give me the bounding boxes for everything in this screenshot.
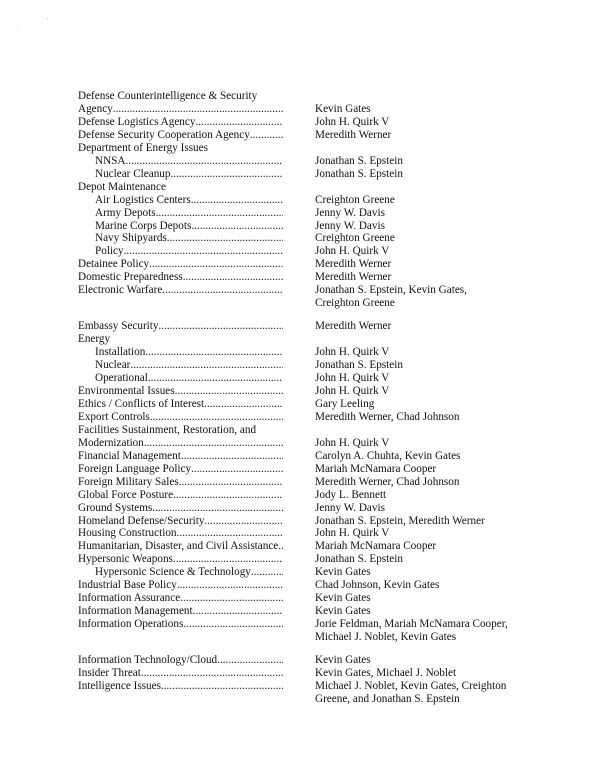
subject-topic-text: Housing Construction: [78, 527, 177, 540]
subject-topic-text: Hypersonic Weapons: [78, 553, 173, 566]
subject-topic: [78, 245, 283, 258]
staff-names: [315, 220, 595, 233]
staff-names: [315, 232, 595, 245]
staff-names: [315, 129, 595, 142]
staff-name-text: John H. Quirk V: [315, 384, 390, 397]
subject-row: [78, 320, 598, 333]
subject-row: [78, 90, 598, 103]
subject-topic: [78, 207, 283, 220]
subject-topic-text: NNSA: [95, 154, 126, 167]
subject-topic: [78, 168, 283, 181]
scan-speck: ': [47, 18, 49, 24]
subject-row: [78, 207, 598, 220]
subject-topic: [78, 680, 283, 693]
subject-row: [78, 605, 598, 618]
staff-names: [315, 258, 595, 271]
subject-row: [78, 527, 598, 540]
subject-topic: [78, 90, 283, 103]
subject-topic-text: Industrial Base Policy: [78, 579, 177, 592]
subject-topic-text: Information Management: [78, 605, 193, 618]
subject-row: [78, 553, 598, 566]
subject-topic-text: Agency: [78, 102, 113, 115]
subject-row: [78, 579, 598, 592]
staff-names: [315, 207, 595, 220]
subject-row: [78, 271, 598, 284]
staff-names: [315, 618, 595, 631]
subject-topic-text: Depot Maintenance: [78, 180, 166, 193]
subject-topic-text: Environmental Issues: [78, 384, 175, 397]
staff-name-text: Michael J. Noblet, Kevin Gates: [315, 631, 457, 644]
subject-row: [78, 372, 598, 385]
staff-names: [315, 654, 595, 667]
subject-topic: [78, 320, 283, 333]
staff-name-text: Jonathan S. Epstein: [315, 154, 403, 167]
subject-row: [78, 411, 598, 424]
staff-name-text: Jonathan S. Epstein, Meredith Werner: [315, 514, 485, 527]
subject-topic: [78, 579, 283, 592]
subject-topic-text: Ground Systems: [78, 501, 153, 514]
staff-name-text: Jonathan S. Epstein: [315, 553, 403, 566]
staff-name-text: Greene, and Jonathan S. Epstein: [315, 692, 460, 705]
subject-topic-text: Export Controls: [78, 410, 150, 423]
staff-name-text: John H. Quirk V: [315, 245, 390, 258]
subject-row: [78, 346, 598, 359]
staff-names: [315, 385, 595, 398]
subject-topic-text: Navy Shipyards: [95, 232, 167, 245]
staff-names: [315, 631, 595, 644]
subject-topic-text: Modernization: [78, 436, 144, 449]
subject-topic: [78, 540, 283, 553]
subject-topic: [78, 194, 283, 207]
staff-name-text: Jenny W. Davis: [315, 501, 385, 514]
subject-topic: [78, 605, 283, 618]
staff-names: [315, 333, 595, 346]
subject-topic-text: Nuclear Cleanup: [95, 167, 171, 180]
subject-topic-text: Electronic Warfare: [78, 284, 163, 297]
subject-row: [78, 220, 598, 233]
staff-name-text: John H. Quirk V: [315, 372, 390, 385]
subject-topic-text: Information Operations: [78, 618, 184, 631]
staff-names: [315, 579, 595, 592]
subject-topic-text: Detainee Policy: [78, 258, 150, 271]
subject-row: [78, 424, 598, 437]
subject-topic: [78, 489, 283, 502]
staff-names: [315, 346, 595, 359]
subject-topic: [78, 271, 283, 284]
subject-topic: [78, 502, 283, 515]
staff-names: [315, 194, 595, 207]
subject-row: [78, 398, 598, 411]
subject-topic-text: Policy: [95, 245, 124, 258]
subject-topic: [78, 667, 283, 680]
subject-row: [78, 680, 598, 693]
scan-speck: ·: [16, 24, 18, 30]
staff-names: [315, 116, 595, 129]
subject-topic: [78, 129, 283, 142]
subject-row: [78, 654, 598, 667]
subject-topic: [78, 220, 283, 233]
subject-row: [78, 181, 598, 194]
subject-topic-text: Information Technology/Cloud: [78, 654, 218, 667]
subject-topic: [78, 359, 283, 372]
subject-row: [78, 667, 598, 680]
subject-topic-text: Facilities Sustainment, Restoration, and: [78, 423, 257, 436]
subject-row: [78, 502, 598, 515]
staff-name-text: John H. Quirk V: [315, 436, 390, 449]
subject-topic: [78, 618, 283, 631]
staff-name-text: Jonathan S. Epstein: [315, 167, 403, 180]
subject-topic-text: Installation: [95, 346, 146, 359]
staff-name-text: Kevin Gates: [315, 592, 371, 605]
subject-row: [78, 463, 598, 476]
subject-topic-text: Intelligence Issues: [78, 679, 161, 692]
subject-topic: [78, 553, 283, 566]
subject-topic-text: Homeland Defense/Security: [78, 514, 205, 527]
staff-name-text: Jorie Feldman, Mariah McNamara Cooper,: [315, 618, 508, 631]
staff-names: [315, 693, 595, 706]
subject-row: [78, 566, 598, 579]
subject-topic: [78, 385, 283, 398]
subject-row: [78, 168, 598, 181]
staff-names: [315, 424, 595, 437]
subject-topic: [78, 333, 283, 346]
staff-names: [315, 155, 595, 168]
subject-topic: [78, 411, 283, 424]
staff-name-text: Kevin Gates: [315, 102, 371, 115]
staff-names: [315, 271, 595, 284]
subject-topic: [78, 515, 283, 528]
staff-names: [315, 450, 595, 463]
subject-assignment-list: [78, 90, 598, 706]
staff-name-text: Mariah McNamara Cooper: [315, 462, 437, 475]
subject-row: [78, 245, 598, 258]
staff-names: [315, 103, 595, 116]
subject-topic: [78, 437, 283, 450]
subject-row: [78, 540, 598, 553]
subject-row: [78, 515, 598, 528]
staff-name-text: Jody L. Bennett: [315, 488, 387, 501]
subject-topic-text: Air Logistics Centers: [95, 193, 191, 206]
staff-names: [315, 463, 595, 476]
staff-name-text: Gary Leeling: [315, 397, 375, 410]
staff-names: [315, 90, 595, 103]
subject-topic: [78, 654, 283, 667]
staff-name-text: Mariah McNamara Cooper: [315, 540, 437, 553]
staff-names: [315, 284, 595, 297]
staff-name-text: John H. Quirk V: [315, 115, 390, 128]
staff-names: [315, 320, 595, 333]
subject-row: [78, 693, 598, 706]
staff-name-text: Jonathan S. Epstein: [315, 359, 403, 372]
staff-name-text: Kevin Gates: [315, 654, 371, 667]
subject-topic: [78, 116, 283, 129]
staff-names: [315, 142, 595, 155]
subject-topic-text: Ethics / Conflicts of Interest: [78, 397, 205, 410]
staff-names: [315, 437, 595, 450]
subject-topic: [78, 450, 283, 463]
subject-topic: [78, 142, 283, 155]
subject-topic: [78, 476, 283, 489]
subject-topic: [78, 103, 283, 116]
subject-topic: [78, 424, 283, 437]
subject-row: [78, 194, 598, 207]
subject-topic-text: Humanitarian, Disaster, and Civil Assistance: [78, 540, 279, 553]
subject-row: [78, 297, 598, 310]
staff-name-text: Meredith Werner: [315, 271, 392, 284]
subject-topic-text: Embassy Security: [78, 320, 159, 333]
subject-topic-text: Defense Security Cooperation Agency: [78, 128, 250, 141]
staff-name-text: Meredith Werner: [315, 320, 392, 333]
row-gap: [78, 310, 598, 320]
staff-names: [315, 605, 595, 618]
staff-name-text: Jenny W. Davis: [315, 219, 385, 232]
subject-topic-text: Energy: [78, 333, 111, 346]
subject-row: [78, 333, 598, 346]
subject-topic: [78, 297, 283, 310]
staff-names: [315, 566, 595, 579]
subject-topic-text: Domestic Preparedness: [78, 271, 183, 284]
staff-names: [315, 489, 595, 502]
subject-topic: [78, 693, 283, 706]
subject-topic-text: Nuclear: [95, 359, 131, 372]
subject-row: [78, 618, 598, 631]
staff-name-text: Kevin Gates: [315, 605, 371, 618]
subject-topic: [78, 398, 283, 411]
staff-names: [315, 515, 595, 528]
staff-name-text: Creighton Greene: [315, 193, 395, 206]
subject-topic: [78, 258, 283, 271]
subject-row: [78, 450, 598, 463]
subject-topic: [78, 284, 283, 297]
subject-row: [78, 116, 598, 129]
staff-names: [315, 680, 595, 693]
subject-topic: [78, 181, 283, 194]
staff-name-text: Meredith Werner: [315, 258, 392, 271]
staff-names: [315, 245, 595, 258]
staff-names: [315, 540, 595, 553]
subject-row: [78, 359, 598, 372]
subject-row: [78, 258, 598, 271]
staff-name-text: Jenny W. Davis: [315, 206, 385, 219]
subject-topic: [78, 631, 283, 644]
subject-topic-text: Financial Management: [78, 449, 181, 462]
subject-topic-text: Global Force Posture: [78, 488, 174, 501]
staff-name-text: Chad Johnson, Kevin Gates: [315, 579, 440, 592]
staff-name-text: Creighton Greene: [315, 232, 395, 245]
subject-topic-text: Information Assurance: [78, 592, 181, 605]
subject-topic: [78, 463, 283, 476]
staff-names: [315, 476, 595, 489]
staff-name-text: Kevin Gates, Michael J. Noblet: [315, 666, 457, 679]
subject-topic: [78, 527, 283, 540]
subject-row: [78, 232, 598, 245]
staff-names: [315, 359, 595, 372]
staff-name-text: John H. Quirk V: [315, 346, 390, 359]
subject-row: [78, 476, 598, 489]
subject-row: [78, 284, 598, 297]
subject-topic-text: Foreign Language Policy: [78, 462, 192, 475]
row-gap: [78, 644, 598, 654]
staff-names: [315, 398, 595, 411]
subject-topic-text: Hypersonic Science & Technology: [95, 566, 251, 579]
staff-name-text: Meredith Werner: [315, 128, 392, 141]
subject-topic-text: Army Depots: [95, 206, 156, 219]
subject-row: [78, 142, 598, 155]
subject-topic-text: Foreign Military Sales: [78, 475, 179, 488]
staff-names: [315, 553, 595, 566]
subject-row: [78, 437, 598, 450]
staff-names: [315, 372, 595, 385]
subject-row: [78, 592, 598, 605]
subject-topic-text: Marine Corps Depots: [95, 219, 192, 232]
staff-names: [315, 592, 595, 605]
staff-name-text: John H. Quirk V: [315, 527, 390, 540]
staff-name-text: Kevin Gates: [315, 566, 371, 579]
subject-row: [78, 385, 598, 398]
subject-topic-text: Insider Threat: [78, 666, 141, 679]
subject-topic: [78, 232, 283, 245]
subject-topic: [78, 566, 283, 579]
staff-name-text: Jonathan S. Epstein, Kevin Gates,: [315, 284, 467, 297]
subject-topic-text: Department of Energy Issues: [78, 141, 208, 154]
subject-row: [78, 489, 598, 502]
subject-row: [78, 155, 598, 168]
staff-names: [315, 297, 595, 310]
subject-row: [78, 129, 598, 142]
subject-topic-text: Operational: [95, 372, 148, 385]
subject-topic: [78, 592, 283, 605]
staff-names: [315, 667, 595, 680]
staff-names: [315, 502, 595, 515]
subject-row: [78, 631, 598, 644]
staff-name-text: Meredith Werner, Chad Johnson: [315, 410, 460, 423]
staff-name-text: Creighton Greene: [315, 297, 395, 310]
staff-name-text: Meredith Werner, Chad Johnson: [315, 475, 460, 488]
staff-name-text: Michael J. Noblet, Kevin Gates, Creighton: [315, 679, 507, 692]
staff-name-text: Carolyn A. Chuhta, Kevin Gates: [315, 449, 461, 462]
subject-topic: [78, 155, 283, 168]
subject-topic-text: Defense Counterintelligence & Security: [78, 90, 258, 102]
subject-topic-text: Defense Logistics Agency: [78, 115, 196, 128]
staff-names: [315, 527, 595, 540]
staff-names: [315, 181, 595, 194]
staff-names: [315, 168, 595, 181]
staff-names: [315, 411, 595, 424]
subject-topic: [78, 346, 283, 359]
subject-topic: [78, 372, 283, 385]
subject-row: [78, 103, 598, 116]
